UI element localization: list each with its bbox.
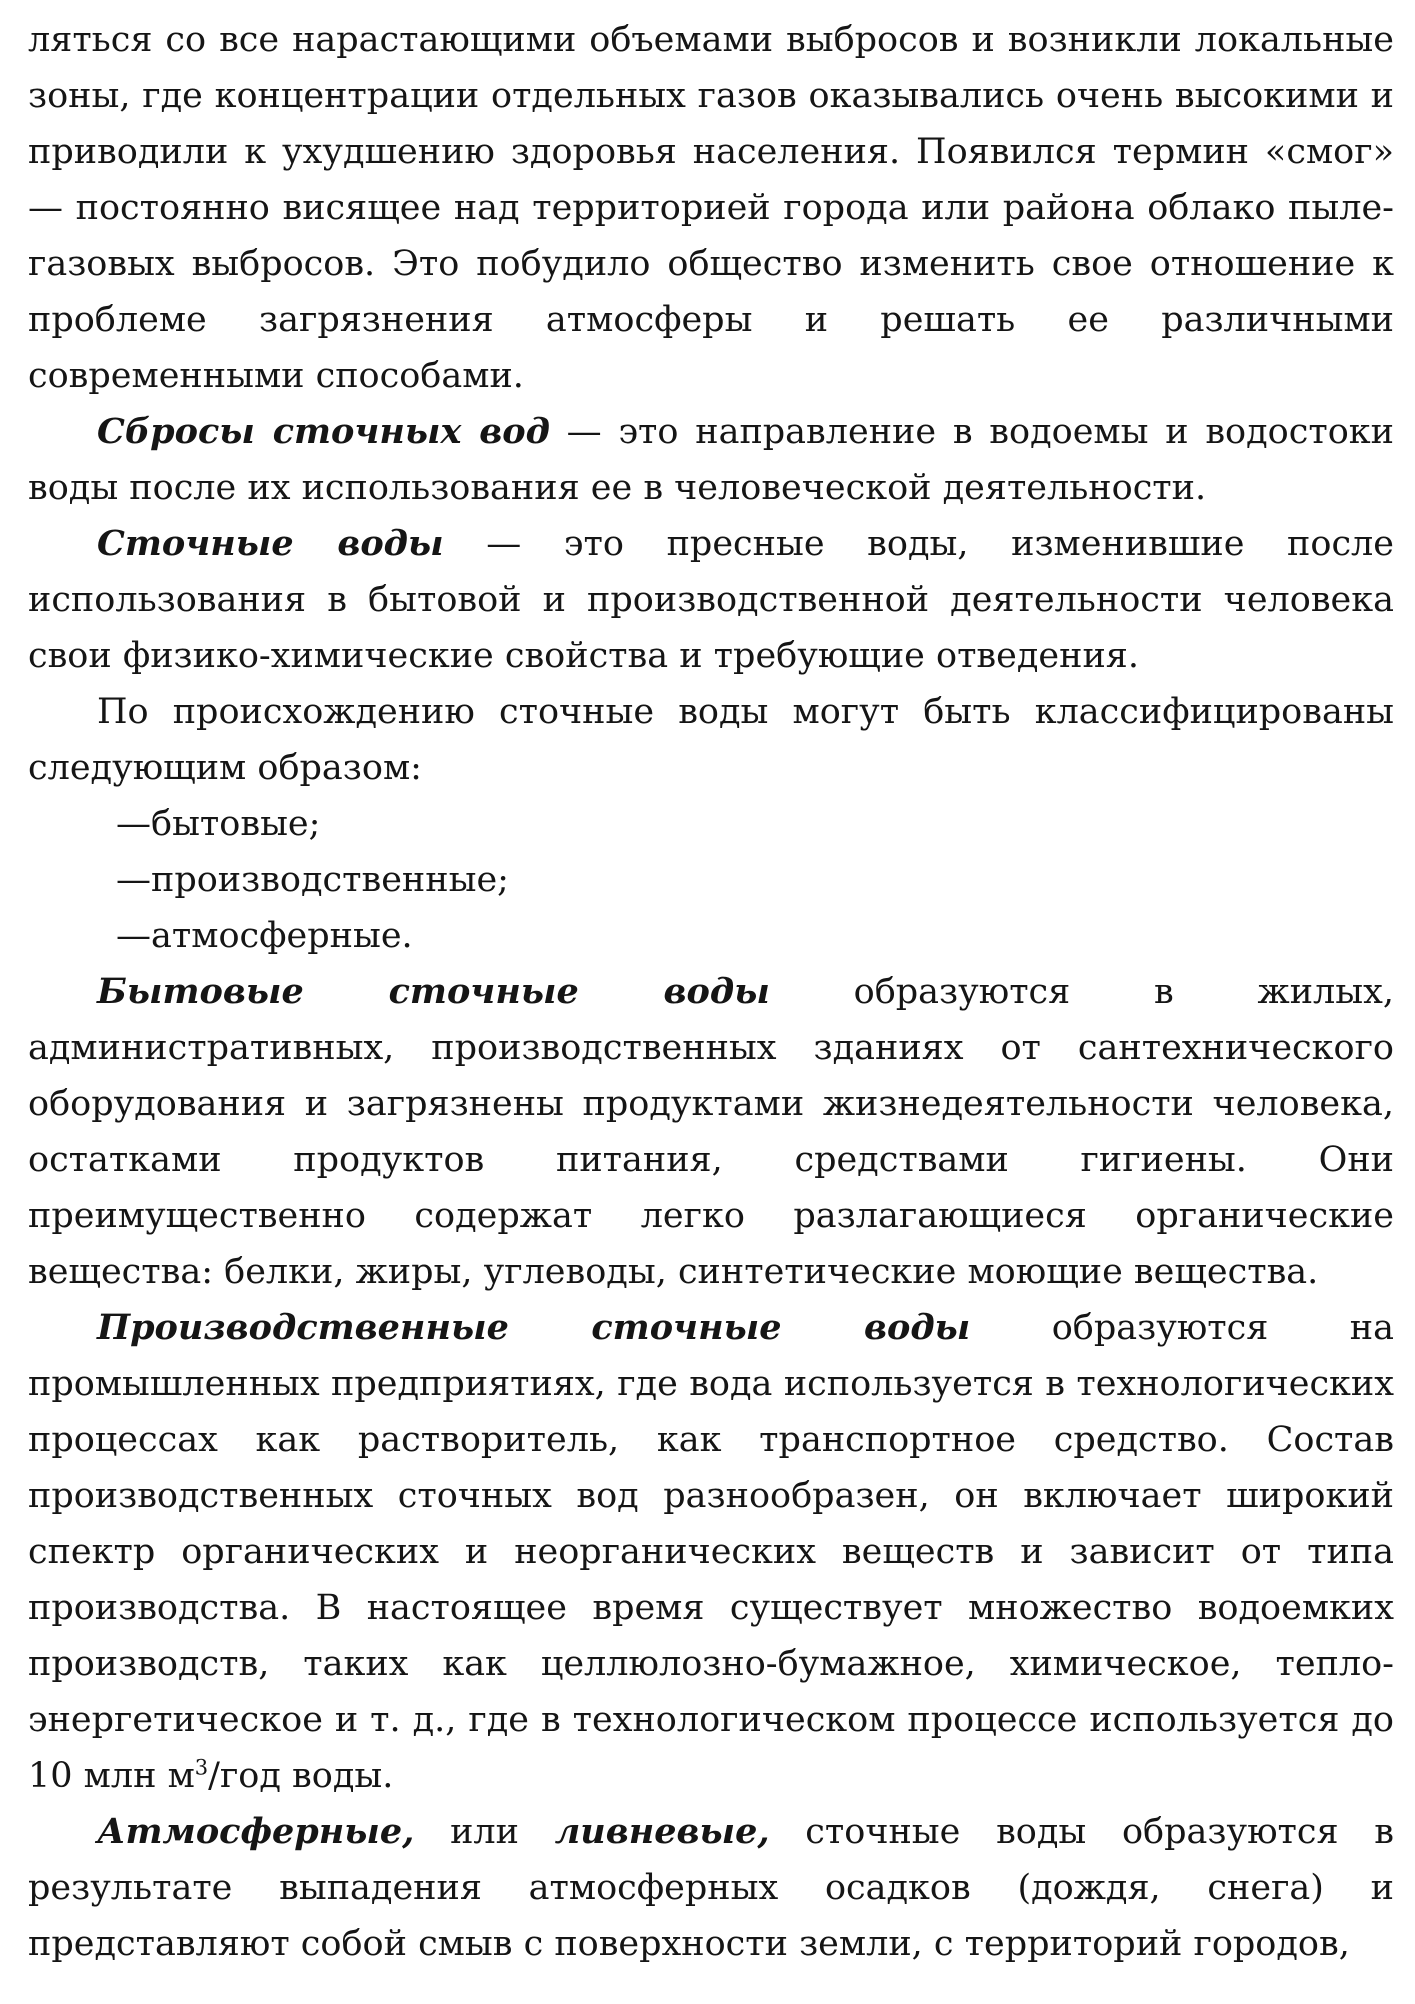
term-wastewater-discharge: Сбросы сточных вод [97, 411, 550, 452]
term-household-wastewater: Бытовые сточные воды [97, 971, 770, 1012]
definition-industrial-wastewater: образуются на промышленных предприятиях, где вода используется в технологических процессах как растворитель, как транспортное средство. Состав производственных сточных вод разнообразен, он включает широкий спектр органических и неорганических веществ и зависит от типа производства. В настоящее время существует множество водоемких производств, таких как целлюлозно-бумажное, химическое, тепло-энергетическое и т. д., где в технологическом процессе используется до 10 млн м [28, 1308, 1395, 1796]
definition-industrial-wastewater-end: /год воды. [208, 1756, 394, 1796]
definition-storm-wastewater: сточные воды образуются в результате выпадения атмосферных осадков (дождя, снега) и представляют собой смыв с поверхности земли, с территорий городов, [28, 1812, 1395, 1964]
paragraph-classification-intro [28, 684, 1394, 796]
paragraph-storm-wastewater [28, 1804, 1394, 1972]
paragraph-smog-text: ляться со все нарастающими объемами выбросов и возникли локальные зоны, где концентрации отдельных газов оказывались очень высокими и приводили к ухудшению здоровья населения. Появился термин «смог» — постоянно висящее над территорией города или района облако пыле-газовых выбросов. Это побудило общество изменить свое отношение к проблеме загрязнения атмосферы и решать ее различными современными способами. [28, 20, 1394, 396]
term-industrial-wastewater: Производственные сточные воды [97, 1307, 971, 1348]
list-item: —бытовые; [116, 804, 321, 844]
list-item: —производственные; [116, 860, 509, 900]
classification-intro-text: По происхождению сточные воды могут быть классифицированы следующим образом: [28, 692, 1394, 788]
paragraph-smog [28, 12, 1394, 404]
definition-wastewater-discharge: — это направление в водоемы и водостоки воды после их использования ее в человеческой деятельности. [28, 412, 1394, 508]
definition-wastewater: — это пресные воды, изменившие после использования в бытовой и производственной деятельности человека свои физико-химические свойства и требующие отведения. [28, 524, 1394, 676]
paragraph-wastewater-discharge [28, 404, 1394, 516]
paragraph-wastewater [28, 516, 1394, 684]
paragraph-household-wastewater [28, 964, 1394, 1300]
list-item: —атмосферные. [116, 916, 413, 956]
term-wastewater: Сточные воды [97, 523, 444, 564]
connector-text: или [414, 1812, 555, 1852]
classification-list [28, 796, 1394, 964]
term-atmospheric: Атмосферные, [97, 1811, 415, 1852]
term-storm: ливневые, [554, 1811, 770, 1852]
definition-household-wastewater: образуются в жилых, административных, производственных зданиях от сантехнического оборудования и загрязнены продуктами жизнедеятельности человека, остатками продуктов питания, средствами гигиены. Они преимущественно содержат легко разлагающиеся органические вещества: белки, жиры, углеводы, синтетические моющие вещества. [28, 972, 1394, 1292]
paragraph-industrial-wastewater [28, 1300, 1394, 1804]
superscript-cubic: 3 [194, 1755, 209, 1780]
document-page [28, 12, 1394, 1972]
